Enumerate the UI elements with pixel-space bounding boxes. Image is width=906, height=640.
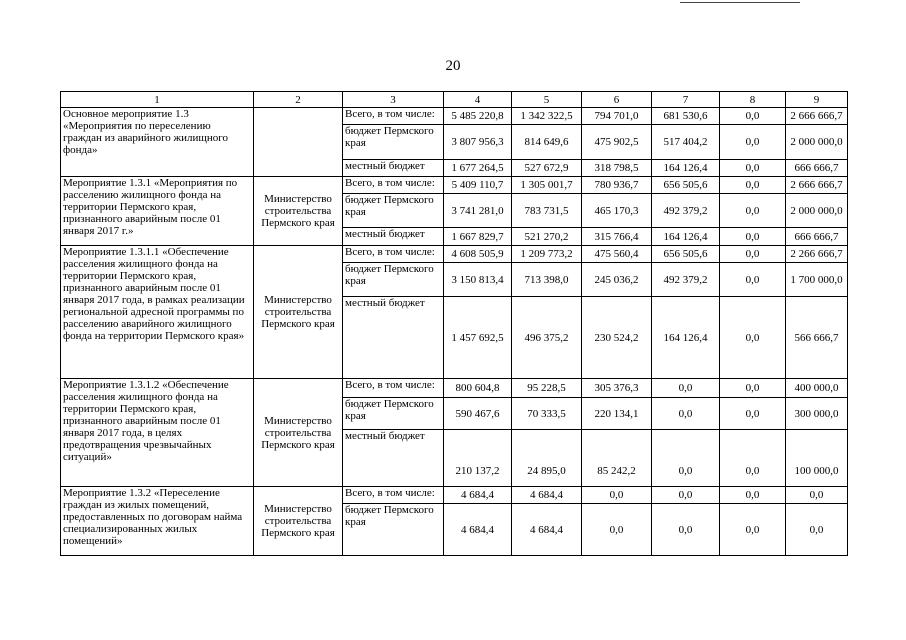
executor: Министерство строительства Пермского края — [254, 246, 343, 379]
table-cell: 318 798,5 — [582, 160, 652, 177]
table-cell: 1 700 000,0 — [786, 263, 848, 297]
table-cell: 566 666,7 — [786, 297, 848, 379]
table-cell: 521 270,2 — [512, 228, 582, 246]
activity-name: Мероприятие 1.3.2 «Переселение граждан из жилых помещений, предоставленных по договорам найма специализированных жилых помещений» — [61, 487, 254, 556]
budget-table — [60, 91, 848, 556]
funding-source: местный бюджет — [343, 228, 444, 246]
table-cell: 2 000 000,0 — [786, 125, 848, 160]
table-cell: 0,0 — [652, 398, 720, 430]
table-cell: 220 134,1 — [582, 398, 652, 430]
table-cell: 0,0 — [720, 398, 786, 430]
table-cell: 0,0 — [720, 263, 786, 297]
table-cell: 164 126,4 — [652, 297, 720, 379]
table-cell: 1 342 322,5 — [512, 108, 582, 125]
table-cell: 681 530,6 — [652, 108, 720, 125]
table-cell: 0,0 — [720, 487, 786, 504]
activity-name: Мероприятие 1.3.1.2 «Обеспечение расселения жилищного фонда на территории Пермского края, признанного аварийным после 01 января 2017 года, в целях предотвращения чрезвычайных ситуаций» — [61, 379, 254, 487]
table-cell: 95 228,5 — [512, 379, 582, 398]
table-cell: 0,0 — [582, 487, 652, 504]
table-cell: 5 485 220,8 — [444, 108, 512, 125]
funding-source: бюджет Пермского края — [343, 504, 444, 556]
table-cell: 1 305 001,7 — [512, 177, 582, 194]
table-cell: 305 376,3 — [582, 379, 652, 398]
table-cell: 230 524,2 — [582, 297, 652, 379]
table-cell: 590 467,6 — [444, 398, 512, 430]
table-cell: 465 170,3 — [582, 194, 652, 228]
table-cell: 3 150 813,4 — [444, 263, 512, 297]
table-cell: 1 667 829,7 — [444, 228, 512, 246]
table-cell: 527 672,9 — [512, 160, 582, 177]
funding-source: Всего, в том числе: — [343, 108, 444, 125]
table-cell: 315 766,4 — [582, 228, 652, 246]
table-cell: 0,0 — [720, 125, 786, 160]
table-cell: 0,0 — [720, 228, 786, 246]
column-header: 2 — [254, 92, 343, 108]
table-cell: 656 505,6 — [652, 246, 720, 263]
table-cell: 0,0 — [652, 379, 720, 398]
table-cell: 5 409 110,7 — [444, 177, 512, 194]
table-cell: 4 684,4 — [512, 504, 582, 556]
executor: Министерство строительства Пермского края — [254, 177, 343, 246]
table-cell: 492 379,2 — [652, 263, 720, 297]
table-cell: 0,0 — [786, 487, 848, 504]
table-cell: 0,0 — [720, 430, 786, 487]
table-cell: 0,0 — [720, 108, 786, 125]
funding-source: бюджет Пермского края — [343, 263, 444, 297]
table-cell: 1 457 692,5 — [444, 297, 512, 379]
table-cell: 517 404,2 — [652, 125, 720, 160]
column-header: 1 — [61, 92, 254, 108]
funding-source: бюджет Пермского края — [343, 125, 444, 160]
table-cell: 0,0 — [786, 504, 848, 556]
table-cell: 3 807 956,3 — [444, 125, 512, 160]
column-header: 8 — [720, 92, 786, 108]
funding-source: бюджет Пермского края — [343, 194, 444, 228]
table-cell: 1 209 773,2 — [512, 246, 582, 263]
table-cell: 780 936,7 — [582, 177, 652, 194]
column-header: 4 — [444, 92, 512, 108]
table-cell: 656 505,6 — [652, 177, 720, 194]
funding-source: бюджет Пермского края — [343, 398, 444, 430]
table-cell: 0,0 — [652, 430, 720, 487]
table-cell: 2 666 666,7 — [786, 108, 848, 125]
table-cell: 4 608 505,9 — [444, 246, 512, 263]
activity-name: Мероприятие 1.3.1 «Мероприятия по расселению жилищного фонда на территории Пермского края, признанного аварийным после 01 января 2017 г.» — [61, 177, 254, 246]
table-cell: 0,0 — [652, 504, 720, 556]
table-cell: 666 666,7 — [786, 228, 848, 246]
table-cell: 100 000,0 — [786, 430, 848, 487]
table-cell: 164 126,4 — [652, 228, 720, 246]
table-row — [61, 379, 848, 398]
table-cell: 496 375,2 — [512, 297, 582, 379]
table-cell: 814 649,6 — [512, 125, 582, 160]
funding-source: Всего, в том числе: — [343, 379, 444, 398]
table-cell: 400 000,0 — [786, 379, 848, 398]
executor: Министерство строительства Пермского края — [254, 379, 343, 487]
column-header: 5 — [512, 92, 582, 108]
table-cell: 2 266 666,7 — [786, 246, 848, 263]
column-header: 6 — [582, 92, 652, 108]
table-cell: 4 684,4 — [444, 487, 512, 504]
table-row — [61, 177, 848, 194]
table-cell: 245 036,2 — [582, 263, 652, 297]
table-cell: 70 333,5 — [512, 398, 582, 430]
table-cell: 475 902,5 — [582, 125, 652, 160]
table-cell: 0,0 — [720, 246, 786, 263]
top-edge-line — [680, 2, 800, 3]
table-cell: 0,0 — [720, 177, 786, 194]
column-header: 9 — [786, 92, 848, 108]
table-cell: 4 684,4 — [512, 487, 582, 504]
table-cell: 666 666,7 — [786, 160, 848, 177]
table-cell: 0,0 — [720, 379, 786, 398]
funding-source: Всего, в том числе: — [343, 177, 444, 194]
table-cell: 794 701,0 — [582, 108, 652, 125]
table-cell: 713 398,0 — [512, 263, 582, 297]
table-cell: 2 000 000,0 — [786, 194, 848, 228]
table-cell: 85 242,2 — [582, 430, 652, 487]
table-row — [61, 246, 848, 263]
table-cell: 300 000,0 — [786, 398, 848, 430]
table-cell: 0,0 — [720, 160, 786, 177]
table-cell: 0,0 — [652, 487, 720, 504]
page-number: 20 — [445, 58, 461, 74]
table-row — [61, 108, 848, 125]
executor — [254, 108, 343, 177]
table-row — [61, 487, 848, 504]
funding-source: местный бюджет — [343, 160, 444, 177]
column-header: 3 — [343, 92, 444, 108]
activity-name: Основное мероприятие 1.3 «Мероприятия по переселению граждан из аварийного жилищного фонда» — [61, 108, 254, 177]
table-cell: 24 895,0 — [512, 430, 582, 487]
column-header: 7 — [652, 92, 720, 108]
table-cell: 210 137,2 — [444, 430, 512, 487]
funding-source: Всего, в том числе: — [343, 246, 444, 263]
table-cell: 0,0 — [582, 504, 652, 556]
funding-source: местный бюджет — [343, 297, 444, 379]
executor: Министерство строительства Пермского края — [254, 487, 343, 556]
table-cell: 4 684,4 — [444, 504, 512, 556]
table-cell: 2 666 666,7 — [786, 177, 848, 194]
table-cell: 0,0 — [720, 194, 786, 228]
funding-source: Всего, в том числе: — [343, 487, 444, 504]
table-cell: 783 731,5 — [512, 194, 582, 228]
table-cell: 800 604,8 — [444, 379, 512, 398]
table-cell: 0,0 — [720, 504, 786, 556]
header-row — [61, 92, 848, 108]
table-cell: 1 677 264,5 — [444, 160, 512, 177]
table-cell: 0,0 — [720, 297, 786, 379]
activity-name: Мероприятие 1.3.1.1 «Обеспечение расселения жилищного фонда на территории Пермского края, признанного аварийным после 01 января 2017 года, в рамках реализации региональной адресной программы по расселению аварийного жилищного фонда на территории Пермского края» — [61, 246, 254, 379]
table-cell: 475 560,4 — [582, 246, 652, 263]
table-cell: 492 379,2 — [652, 194, 720, 228]
table-cell: 3 741 281,0 — [444, 194, 512, 228]
funding-source: местный бюджет — [343, 430, 444, 487]
table-cell: 164 126,4 — [652, 160, 720, 177]
